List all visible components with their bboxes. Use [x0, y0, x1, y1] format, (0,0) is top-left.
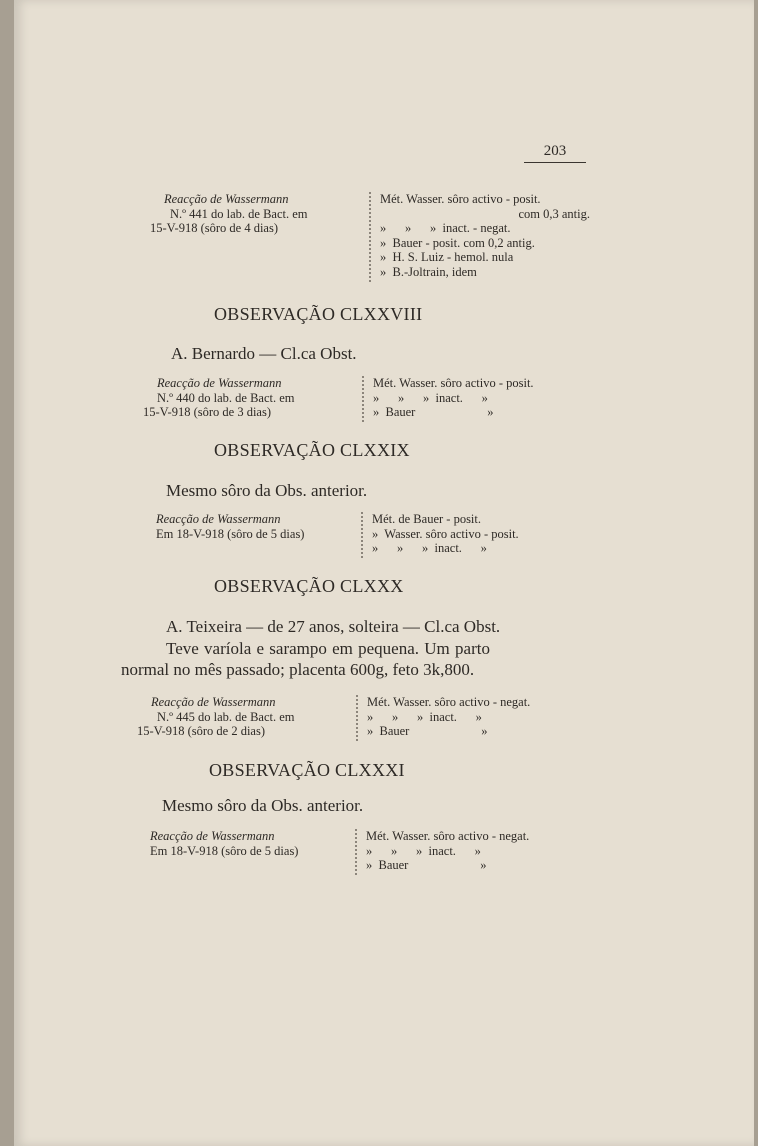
- wassermann-block-5: [150, 829, 580, 875]
- result-line: » » » inact. »: [372, 541, 487, 555]
- observation-heading: OBSERVAÇÃO CLXXIX: [214, 440, 410, 460]
- patient-line: A. Teixeira — de 27 anos, solteira — Cl.ca Obst.: [166, 617, 501, 636]
- result-line: » » » inact. - negat.: [380, 221, 511, 235]
- dotted-divider: [362, 376, 364, 422]
- result-line: » Bauer - posit. com 0,2 antig.: [380, 235, 535, 250]
- reaction-left-column: [150, 192, 364, 236]
- result-line: » B.-Joltrain, idem: [380, 264, 477, 279]
- result-line: [380, 207, 590, 222]
- clinical-history-line: Teve varíola e sarampo em pequena. Um parto: [166, 639, 490, 658]
- reaction-title: Reacção de Wassermann: [151, 695, 276, 709]
- reaction-right-column: [380, 192, 590, 279]
- result-line: » Wasser. sôro activo - posit.: [372, 526, 519, 541]
- reaction-detail: 15-V-918 (sôro de 2 dias): [137, 724, 265, 738]
- observation-heading: OBSERVAÇÃO CLXXVIII: [214, 304, 423, 324]
- result-line: Mét. Wasser. sôro activo - posit.: [373, 376, 534, 390]
- result-line: Mét. Wasser. sôro activo - posit.: [380, 192, 541, 206]
- dotted-divider: [356, 695, 358, 741]
- result-line: Mét. Wasser. sôro activo - negat.: [367, 695, 531, 709]
- wassermann-block-1: [150, 192, 594, 282]
- reaction-title: Reacção de Wassermann: [150, 829, 275, 843]
- result-line: » Bauer »: [366, 858, 487, 872]
- dotted-divider: [361, 512, 363, 558]
- reaction-title: Reacção de Wassermann: [157, 376, 282, 390]
- dotted-divider: [369, 192, 371, 282]
- reaction-detail: Em 18-V-918 (sôro de 5 dias): [156, 526, 305, 541]
- result-line-text: com 0,3 antig.: [518, 206, 590, 221]
- result-line: Mét. de Bauer - posit.: [372, 512, 482, 526]
- reaction-title: Reacção de Wassermann: [164, 192, 289, 206]
- result-line: Mét. Wasser. sôro activo - negat.: [366, 829, 530, 843]
- reaction-left-column: [137, 695, 351, 739]
- reaction-right-column: [366, 829, 576, 873]
- reaction-left-column: [156, 512, 356, 541]
- observation-heading: OBSERVAÇÃO CLXXXI: [209, 760, 405, 780]
- result-line: » Bauer »: [367, 724, 488, 738]
- reaction-title: Reacção de Wassermann: [156, 512, 281, 526]
- result-line: » » » inact. »: [373, 390, 488, 405]
- observation-heading: OBSERVAÇÃO CLXXX: [214, 576, 404, 596]
- reaction-right-column: [367, 695, 577, 739]
- reaction-right-column: [372, 512, 582, 556]
- patient-line: Mesmo sôro da Obs. anterior.: [162, 796, 364, 815]
- wassermann-block-4: [137, 695, 581, 741]
- wassermann-block-3: [156, 512, 586, 558]
- reaction-detail: 15-V-918 (sôro de 4 dias): [150, 221, 278, 235]
- patient-line: Mesmo sôro da Obs. anterior.: [166, 481, 368, 500]
- reaction-detail: Em 18-V-918 (sôro de 5 dias): [150, 843, 299, 858]
- patient-line: A. Bernardo — Cl.ca Obst.: [171, 344, 357, 363]
- page-number: 203: [524, 143, 586, 163]
- dotted-divider: [355, 829, 357, 875]
- result-line: » » » inact. »: [367, 709, 482, 724]
- result-line: » Bauer »: [373, 405, 494, 419]
- result-line: » » » inact. »: [366, 843, 481, 858]
- reaction-right-column: [373, 376, 583, 420]
- book-page: [14, 0, 754, 1146]
- reaction-detail: N.º 440 do lab. de Bact. em: [157, 390, 295, 405]
- reaction-detail: 15-V-918 (sôro de 3 dias): [143, 405, 271, 419]
- reaction-detail: N.º 445 do lab. de Bact. em: [157, 709, 295, 724]
- reaction-left-column: [150, 829, 350, 858]
- clinical-history-line: normal no mês passado; placenta 600g, feto 3k,800.: [121, 660, 475, 679]
- reaction-detail: N.º 441 do lab. de Bact. em: [170, 206, 308, 221]
- result-line: » H. S. Luiz - hemol. nula: [380, 250, 514, 264]
- wassermann-block-2: [143, 376, 587, 422]
- reaction-left-column: [143, 376, 357, 420]
